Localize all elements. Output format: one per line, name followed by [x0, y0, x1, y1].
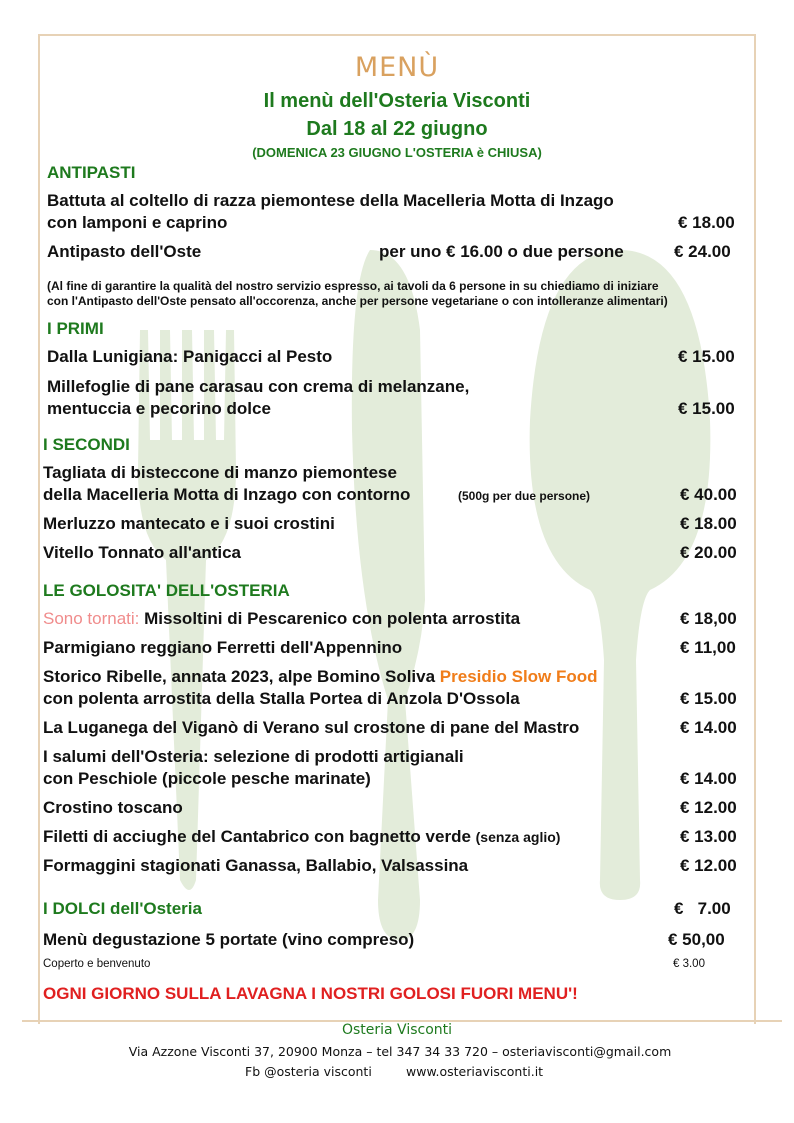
slow-food-badge: Presidio Slow Food [439, 667, 598, 686]
golosita-item-2-name: Parmigiano reggiano Ferretti dell'Appennino [43, 638, 403, 657]
coperto-price: € 3.00 [673, 958, 705, 970]
golosita-item-2-price: € 11,00 [680, 638, 736, 657]
antipasti-item-2-name: Antipasto dell'Oste [47, 242, 202, 261]
golosita-item-8-name: Formaggini stagionati Ganassa, Ballabio, Valsassina [43, 856, 469, 875]
section-title-golosita: LE GOLOSITA' DELL'OSTERIA [43, 581, 290, 600]
primi-item-1-name: Dalla Lunigiana: Panigacci al Pesto [47, 347, 333, 366]
antipasti-note-line-2: con l'Antipasto dell'Oste pensato all'occorenza, anche per persone vegetariane o con intolleranze alimentari) [47, 294, 668, 308]
golosita-item-8-price: € 12.00 [680, 856, 737, 875]
golosita-item-3-line-1 [43, 667, 598, 687]
secondi-item-1-line-1: Tagliata di bisteccone di manzo piemontese [43, 463, 397, 482]
menu-subtitle: Il menù dell'Osteria Visconti [263, 90, 531, 112]
antipasti-item-1-line-1: Battuta al coltello di razza piemontese della Macelleria Motta di Inzago [47, 191, 614, 210]
degustazione-name: Menù degustazione 5 portate (vino compreso) [43, 930, 415, 949]
degustazione-price: € 50,00 [668, 930, 725, 949]
golosita-item-5-line-1: I salumi dell'Osteria: selezione di prodotti artigianali [43, 747, 464, 766]
primi-item-2-price: € 15.00 [678, 399, 735, 418]
lavagna-notice: OGNI GIORNO SULLA LAVAGNA I NOSTRI GOLOSI FUORI MENU'! [43, 984, 578, 1003]
closure-note: (DOMENICA 23 GIUGNO L'OSTERIA è CHIUSA) [252, 145, 542, 160]
primi-item-2-line-1: Millefoglie di pane carasau con crema di melanzane, [47, 377, 470, 396]
footer-website: www.osteriavisconti.it [406, 1064, 544, 1079]
secondi-item-2-name: Merluzzo mantecato e i suoi crostini [43, 514, 335, 533]
golosita-item-4-price: € 14.00 [680, 718, 737, 737]
secondi-item-1-note: (500g per due persone) [458, 489, 591, 503]
menu-title: MENÙ [354, 52, 440, 83]
coperto-name: Coperto e benvenuto [43, 958, 151, 970]
golosita-item-6-name: Crostino toscano [43, 798, 183, 817]
section-title-secondi: I SECONDI [43, 435, 130, 454]
golosita-item-3-price: € 15.00 [680, 689, 737, 708]
secondi-item-3-name: Vitello Tonnato all'antica [43, 543, 241, 562]
menu-dates: Dal 18 al 22 giugno [306, 118, 488, 140]
secondi-item-3-price: € 20.00 [680, 543, 737, 562]
golosita-item-6-price: € 12.00 [680, 798, 737, 817]
section-title-antipasti: ANTIPASTI [47, 163, 136, 182]
golosita-item-1-prefix: Sono tornati: [43, 609, 140, 628]
golosita-item-3-text: Storico Ribelle, annata 2023, alpe Bomino Soliva [43, 667, 436, 686]
section-title-dolci: I DOLCI dell'Osteria [43, 899, 202, 918]
primi-item-2-line-2: mentuccia e pecorino dolce [47, 399, 271, 418]
footer-facebook: Fb @osteria visconti [245, 1064, 372, 1079]
golosita-item-7-note: (senza aglio) [475, 829, 561, 845]
antipasti-note-line-1: (Al fine di garantire la qualità del nostro servizio espresso, ai tavoli da 6 persone in su chiediamo di iniziare [47, 279, 659, 293]
golosita-item-3-line-2: con polenta arrostita della Stalla Portea di Anzola D'Ossola [43, 689, 520, 708]
golosita-item-1-name: Missoltini di Pescarenico con polenta arrostita [144, 609, 521, 628]
golosita-item-1 [43, 609, 520, 629]
secondi-item-1-price: € 40.00 [680, 485, 737, 504]
section-title-primi: I PRIMI [47, 319, 104, 338]
antipasti-item-2-price: € 24.00 [674, 242, 731, 261]
golosita-item-1-price: € 18,00 [680, 609, 737, 628]
primi-item-1-price: € 15.00 [678, 347, 735, 366]
golosita-item-7 [43, 827, 560, 847]
footer-name: Osteria Visconti [341, 1022, 453, 1038]
secondi-item-1-line-2: della Macelleria Motta di Inzago con contorno [43, 485, 411, 504]
golosita-item-5-line-2: con Peschiole (piccole pesche marinate) [43, 769, 371, 788]
antipasti-item-2-option: per uno € 16.00 o due persone [379, 242, 624, 261]
antipasti-item-1-line-2: con lamponi e caprino [47, 213, 228, 232]
golosita-item-7-price: € 13.00 [680, 827, 737, 846]
dolci-price: € 7.00 [674, 899, 731, 918]
golosita-item-7-name: Filetti di acciughe del Cantabrico con bagnetto verde [43, 827, 471, 846]
antipasti-item-1-price: € 18.00 [678, 213, 735, 232]
golosita-item-5-price: € 14.00 [680, 769, 737, 788]
secondi-item-2-price: € 18.00 [680, 514, 737, 533]
footer-address: Via Azzone Visconti 37, 20900 Monza – tel 347 34 33 720 – osteriavisconti@gmail.com [128, 1044, 672, 1059]
golosita-item-4-name: La Luganega del Viganò di Verano sul crostone di pane del Mastro [43, 718, 580, 737]
